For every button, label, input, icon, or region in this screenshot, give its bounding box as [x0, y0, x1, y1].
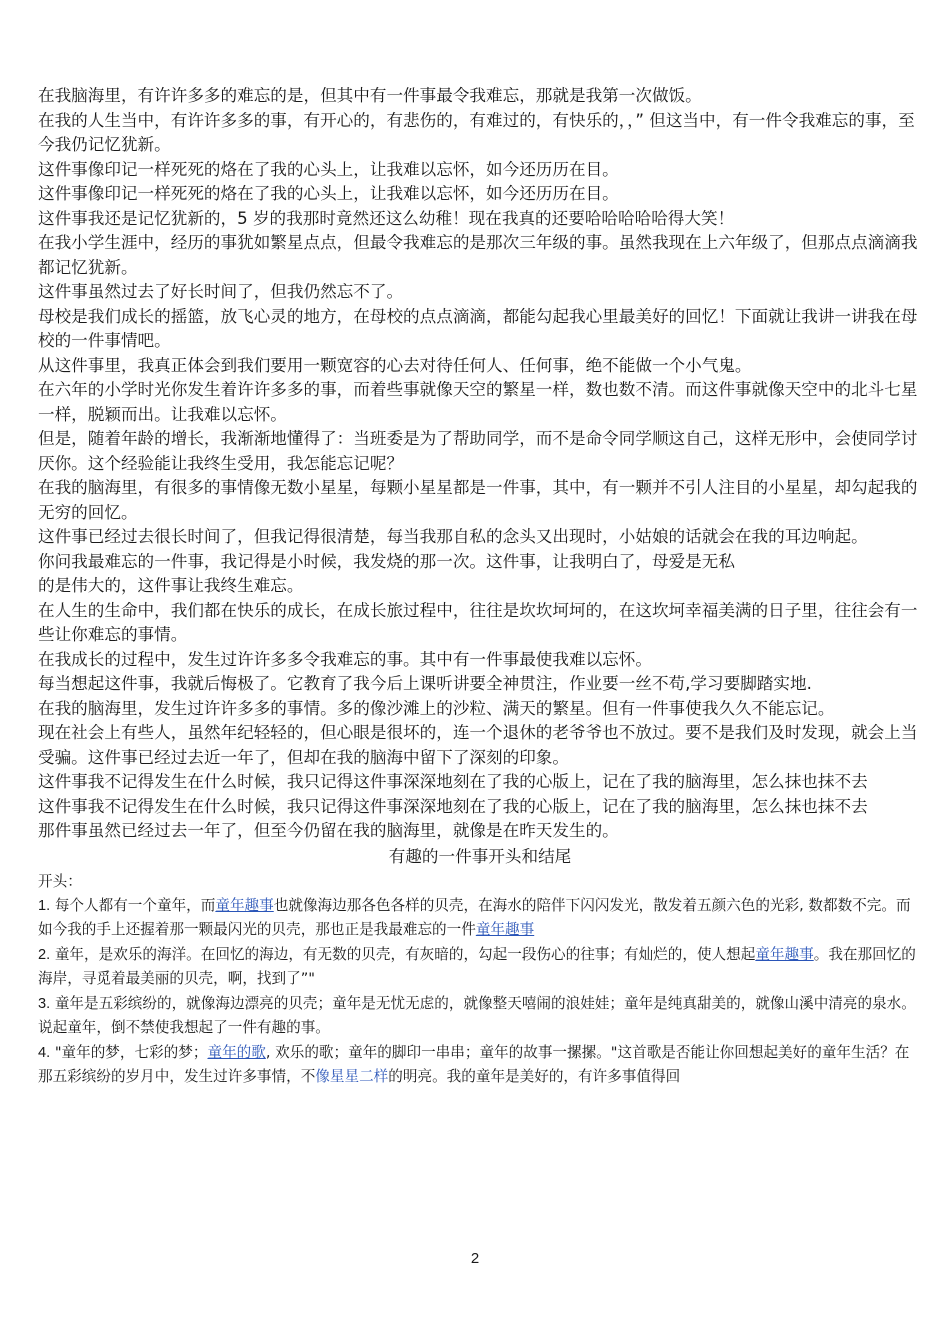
paragraph: 你问我最难忘的一件事，我记得是小时候，我发烧的那一次。这件事，让我明白了，母爱是无私 的是伟大的，这件事让我终生难忘。	[38, 551, 735, 595]
link-like-stars[interactable]: 像星星二样	[315, 1068, 389, 1085]
paragraph: 在六年的小学时光你发生着许许多多的事，而着些事就像天空的繁星一样，数也数不清。而这件事就像天空中的北斗七星一样，脱颖而出。让我难以忘怀。	[38, 380, 918, 424]
paragraph: 在我小学生涯中，经历的事犹如繁星点点，但最令我难忘的是那次三年级的事。虽然我现在上六年级了，但那点点滴滴我都记忆犹新。	[38, 233, 918, 277]
item-text: 童年是五彩缤纷的，就像海边漂亮的贝壳；童年是无忧无虑的，就像整天嘻闹的浪娃娃；童年是纯真甜美的，就像山溪中清亮的泉水。说起童年，倒不禁使我想起了一件有趣的事。	[38, 994, 916, 1036]
item-text: "童年的梦，七彩的梦；	[54, 1043, 208, 1061]
paragraph: 这件事虽然过去了好长时间了，但我仍然忘不了。	[38, 282, 404, 301]
item-text: 童年，是欢乐的海洋。在回忆的海边，有无数的贝壳，有灰暗的，勾起一段伤心的往事；有灿烂的，使人想起	[54, 945, 756, 963]
link-childhood-stories[interactable]: 童年趣事	[475, 921, 535, 938]
paragraph: 这件事已经过去很长时间了，但我记得很清楚，每当我那自私的念头又出现时，小姑娘的话就会在我的耳边响起。	[38, 527, 868, 546]
list-item	[38, 894, 922, 943]
item-number: 2.	[38, 946, 51, 963]
paragraph: 这件事我不记得发生在什么时候，我只记得这件事深深地刻在了我的心版上，记在了我的脑海里，怎么抹也抹不去	[38, 796, 868, 816]
document-body	[38, 84, 922, 1090]
section-title: 有趣的一件事开头和结尾	[388, 846, 572, 866]
list-item	[38, 1041, 922, 1090]
opening-label: 开头：	[38, 872, 82, 890]
list-item	[38, 992, 922, 1041]
paragraph: 在我的脑海里，发生过许许多多的事情。多的像沙滩上的沙粒、满天的繁星。但有一件事使我久久不能忘记。	[38, 698, 835, 718]
list-item	[38, 943, 922, 992]
paragraph: 在我成长的过程中，发生过许许多多令我难忘的事。其中有一件事最使我难以忘怀。	[38, 649, 652, 669]
paragraph: 每当想起这件事，我就后悔极了。它教育了我今后上课听讲要全神贯注，作业要一丝不苟,学习要脚踏实地.	[38, 674, 812, 693]
item-number: 4.	[38, 1044, 51, 1061]
paragraph: 但是，随着年龄的增长，我渐渐地懂得了：当班委是为了帮助同学，而不是命令同学顺这自己，这样无形中，会使同学讨厌你。这个经验能让我终生受用，我怎能忘记呢？	[38, 429, 918, 473]
item-number: 1.	[38, 897, 51, 914]
item-text: 也就像海边那各色各样的贝壳，在海水的陪伴下闪闪发光，散发着五颜六色的光彩, 数都数不完。而如今我的手上还握着那一颗最闪光的贝壳，那也正是我最难忘的一件	[38, 896, 911, 938]
paragraph: 母校是我们成长的摇篮，放飞心灵的地方，在母校的点点滴滴，都能勾起我心里最美好的回忆！下面就让我讲一讲我在母校的一件事情吧。	[38, 306, 918, 350]
paragraph: 从这件事里，我真正体会到我们要用一颗宽容的心去对待任何人、任何事，绝不能做一个小气鬼。	[38, 355, 752, 375]
paragraph: 这件事像印记一样死死的烙在了我的心头上，让我难以忘怀，如今还历历在目。	[38, 159, 619, 179]
item-text: 。我在那回忆的海岸，寻觅着最美丽的贝壳，啊，找到了”"	[38, 945, 916, 987]
item-text: 每个人都有一个童年，而	[54, 896, 216, 914]
paragraph: 这件事我还是记忆犹新的，5 岁的我那时竟然还这么幼稚！现在我真的还要哈哈哈哈哈得大笑！	[38, 208, 735, 228]
link-childhood-song[interactable]: 童年的歌	[207, 1043, 266, 1061]
item-text: 的明亮。我的童年是美好的，有许多事值得回	[388, 1068, 681, 1085]
paragraph: 现在社会上有些人，虽然年纪轻轻的，但心眼是很坏的，连一个退休的老爷爷也不放过。要不是我们及时发现，就会上当受骗。这件事已经过去近一年了，但却在我的脑海中留下了深刻的印象。	[38, 723, 918, 767]
item-text: , 欢乐的歌；童年的脚印一串串；童年的故事一摞摞。"这首歌是否能让你回想起美好的童年生活？在那五彩缤纷的岁月中，发生过许多事情，不	[38, 1043, 910, 1085]
paragraph: 在我的人生当中，有许许多多的事，有开心的，有悲伤的，有难过的，有快乐的，，” 但这当中，有一件令我难忘的事，至今我仍记忆犹新。	[38, 110, 915, 154]
item-number: 3.	[38, 995, 51, 1012]
paragraph: 这件事像印记一样死死的烙在了我的心头上，让我难以忘怀，如今还历历在目。	[38, 184, 619, 203]
paragraph: 在我脑海里，有许许多多的难忘的是，但其中有一件事最令我难忘，那就是我第一次做饭。	[38, 86, 702, 105]
paragraph: 这件事我不记得发生在什么时候，我只记得这件事深深地刻在了我的心版上，记在了我的脑海里，怎么抹也抹不去	[38, 772, 868, 791]
paragraph: 在人生的生命中，我们都在快乐的成长，在成长旅过程中，往往是坎坎坷坷的，在这坎坷幸福美满的日子里，往往会有一些让你难忘的事情。	[38, 600, 918, 644]
link-childhood-stories[interactable]: 童年趣事	[755, 945, 814, 963]
page-number: 2	[470, 1250, 480, 1267]
paragraph: 那件事虽然已经过去一年了，但至今仍留在我的脑海里，就像是在昨天发生的。	[38, 821, 619, 840]
link-childhood-stories[interactable]: 童年趣事	[215, 896, 274, 914]
paragraph: 在我的脑海里，有很多的事情像无数小星星，每颗小星星都是一件事，其中，有一颗并不引人注目的小星星，却勾起我的无穷的回忆。	[38, 478, 918, 522]
